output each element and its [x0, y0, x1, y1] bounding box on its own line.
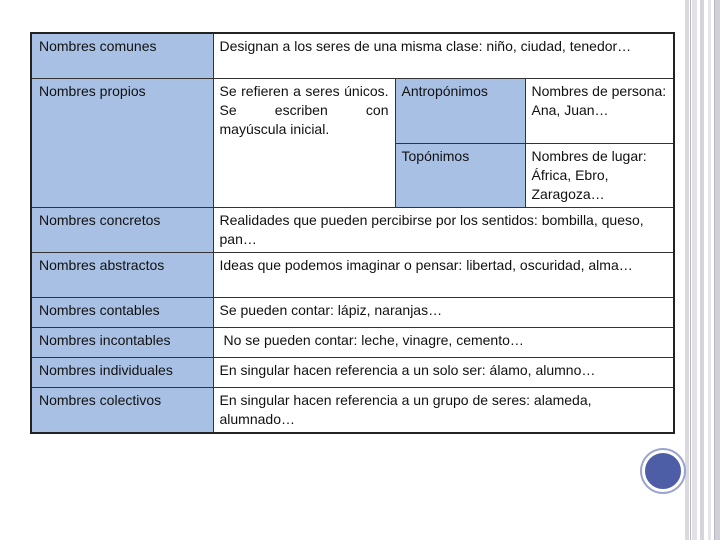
row-label: Nombres colectivos [31, 388, 213, 434]
row-description: Se refieren a seres únicos. Se escriben con mayúscula inicial. [213, 79, 395, 208]
row-label: Nombres propios [31, 79, 213, 208]
table-row [31, 253, 674, 298]
sublabel-toponimos: Topónimos [395, 144, 525, 208]
row-label: Nombres concretos [31, 208, 213, 253]
table-row [31, 33, 674, 79]
row-label: Nombres comunes [31, 33, 213, 79]
table-row [31, 208, 674, 253]
row-description: En singular hacen referencia a un grupo de seres: alameda, alumnado… [213, 388, 674, 434]
row-label: Nombres incontables [31, 328, 213, 358]
table-row [31, 328, 674, 358]
decor-circle [642, 450, 684, 492]
row-description: Designan a los seres de una misma clase: niño, ciudad, tenedor… [213, 33, 674, 79]
decor-stripe-frame [690, 0, 715, 540]
sublabel-antroponimos: Antropónimos [395, 79, 525, 144]
table-row [31, 79, 674, 144]
row-label: Nombres individuales [31, 358, 213, 388]
row-description: Realidades que pueden percibirse por los sentidos: bombilla, queso, pan… [213, 208, 674, 253]
table-row [31, 388, 674, 434]
table-row [31, 298, 674, 328]
nouns-table [30, 32, 675, 434]
subdesc-antroponimos: Nombres de persona: Ana, Juan… [525, 79, 674, 144]
row-description: Se pueden contar: lápiz, naranjas… [213, 298, 674, 328]
subdesc-toponimos: Nombres de lugar: África, Ebro, Zaragoza… [525, 144, 674, 208]
row-label: Nombres abstractos [31, 253, 213, 298]
table-row [31, 358, 674, 388]
row-label: Nombres contables [31, 298, 213, 328]
row-description: Ideas que podemos imaginar o pensar: libertad, oscuridad, alma… [213, 253, 674, 298]
row-description: No se pueden contar: leche, vinagre, cemento… [213, 328, 674, 358]
row-description: En singular hacen referencia a un solo ser: álamo, alumno… [213, 358, 674, 388]
decor-stripe [685, 0, 689, 540]
